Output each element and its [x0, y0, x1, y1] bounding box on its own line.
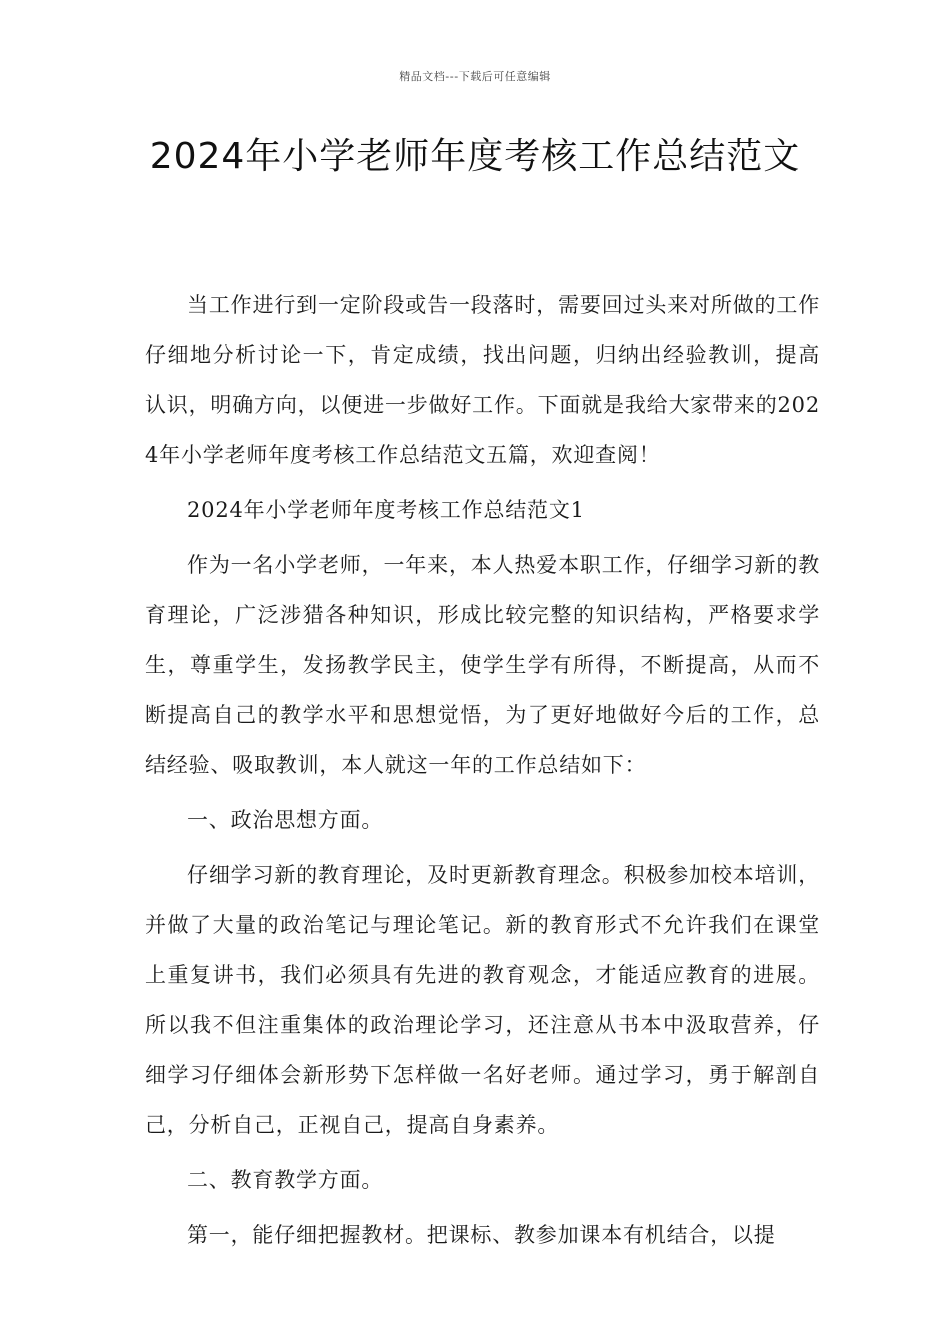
body-paragraph: 第一，能仔细把握教材。把课标、教参加课本有机结合，以提 [187, 1223, 776, 1247]
body-paragraph: 仔细学习新的教育理论，及时更新教育理念。积极参加校本培训，并做了大量的政治笔记与理论笔记。新的教育形式不允许我们在课堂上重复讲书，我们必须具有先进的教育观念，才能适应教育的进展。所以我不但注重集体的政治理论学习，还注意从书本中汲取营养，仔细学习仔细体会新形势下怎样做一名好老师。通过学习，勇于解剖自己，分析自己，正视自己，提高自身素养。 [145, 863, 820, 1137]
header-note: 精品文档---下载后可任意编辑 [399, 70, 551, 83]
subheading-politics: 一、政治思想方面。 [187, 808, 384, 832]
section-title-1: 2024年小学老师年度考核工作总结范文1 [187, 498, 585, 522]
intro-paragraph: 当工作进行到一定阶段或告一段落时，需要回过头来对所做的工作仔细地分析讨论一下，肯定成绩，找出问题，归纳出经验教训，提高认识，明确方向，以便进一步做好工作。下面就是我给大家带来的2024年小学老师年度考核工作总结范文五篇，欢迎查阅！ [145, 293, 820, 467]
document-title: 2024年小学老师年度考核工作总结范文 [149, 136, 801, 177]
subheading-teaching: 二、教育教学方面。 [187, 1168, 384, 1192]
document-body [145, 280, 820, 1265]
body-paragraph: 作为一名小学老师，一年来，本人热爱本职工作，仔细学习新的教育理论，广泛涉猎各种知识，形成比较完整的知识结构，严格要求学生，尊重学生，发扬教学民主，使学生学有所得，不断提高，从而不断提高自己的教学水平和思想觉悟，为了更好地做好今后的工作，总结经验、吸取教训，本人就这一年的工作总结如下： [145, 553, 820, 777]
